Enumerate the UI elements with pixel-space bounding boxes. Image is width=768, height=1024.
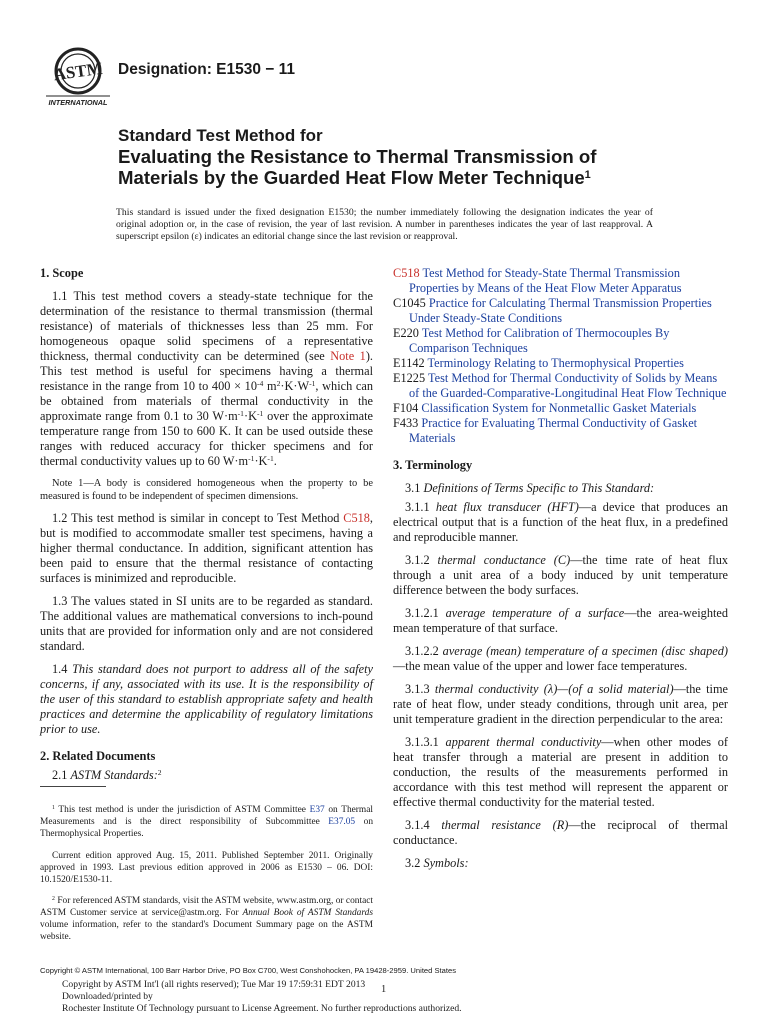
copyright-line: Copyright © ASTM International, 100 Barr Harbor Drive, PO Box C700, West Conshohocken, PA 19428-2959. United States [40, 966, 457, 975]
reference-title-link[interactable]: Test Method for Thermal Conductivity of Solids by Means of the Guarded-Comparative-Longitudinal Heat Flow Technique [409, 371, 727, 400]
exponent: -4 [256, 378, 264, 388]
page-number: 1 [381, 984, 387, 995]
text: ). This test method is useful for specimens having a thermal resistance in the range from 10 to 400 × 10 [40, 349, 373, 393]
footnote-2 [40, 895, 373, 943]
text: volume information, refer to the standard's Document Summary page on the ASTM website. [40, 920, 373, 943]
text: 3.2 [405, 856, 424, 870]
exponent: -1 [267, 453, 274, 463]
footnotes [40, 795, 373, 953]
term: average (mean) temperature of a specimen (disc shaped) [442, 644, 728, 658]
e37-link[interactable]: E37 [309, 805, 325, 816]
text: —a device that produces an electrical output that is a function of the heat flux, in a predefined and reproducible manner. [393, 500, 729, 544]
text: 3.1.2.1 [405, 606, 446, 620]
logo-wordmark: INTERNATIONAL [48, 98, 108, 107]
text: —the reciprocal of thermal conductance. [393, 818, 728, 847]
paragraph-3-1-1 [393, 500, 728, 545]
reference-code[interactable]: C1045 [393, 296, 426, 310]
reference-item [393, 416, 728, 446]
term: thermal resistance (R) [441, 818, 569, 832]
note-1-link[interactable]: Note 1 [330, 349, 366, 363]
reference-title-link[interactable]: Practice for Evaluating Thermal Conductivity of Gasket Materials [409, 416, 698, 445]
reference-code[interactable]: F433 [393, 416, 419, 430]
license-notice [62, 979, 462, 1016]
left-column [40, 266, 373, 783]
text: —when other modes of heat transfer through a material are present in addition to conduction, the results of the measurements performed in accordance with this test method will represent the apparent or effective thermal conductivity for the material tested. [393, 735, 728, 809]
text: ·K [254, 454, 268, 468]
text: 3.1.2.2 [405, 644, 443, 658]
license-line-2: Downloaded/printed by [62, 991, 153, 1003]
paragraph-1-3: 1.3 The values stated in SI units are to be regarded as standard. The additional values are mathematical conversions to inch-pound units that are provided for information only and are not considered standard. [40, 594, 373, 653]
reference-code[interactable]: E1225 [393, 371, 426, 385]
text: This test method is under the jurisdiction of ASTM Committee [54, 805, 310, 816]
paragraph-1-4 [40, 662, 373, 737]
text: ·K [243, 409, 257, 423]
paragraph-3-1-3-1 [393, 735, 728, 810]
text: 3.1.1 [405, 500, 436, 514]
reference-code[interactable]: F104 [393, 401, 419, 415]
text: ASTM Standards: [70, 768, 158, 782]
term: average temperature of a surface [445, 606, 625, 620]
text: on Thermal Measurements and is the direct responsibility of Subcommittee [40, 805, 373, 828]
related-documents-heading: 2. Related Documents [40, 749, 156, 763]
safety-caveat: This standard does not purport to address all of the safety concerns, if any, associated with its use. It is the responsibility of the user of this standard to establish appropriate safety and health practices and determine the applicability of regulatory limitations prior to use. [40, 662, 373, 736]
text: 1.2 This test method is similar in concept to Test Method [52, 511, 344, 525]
astm-standards-list [393, 266, 728, 446]
term: thermal conductance (C) [437, 553, 571, 567]
license-line-3: Rochester Institute Of Technology pursuant to License Agreement. No further reproductions authorized. [62, 1003, 462, 1015]
reference-item [393, 266, 728, 296]
license-line-1: Copyright by ASTM Int'l (all rights reserved); Tue Mar 19 17:59:31 EDT 2013 [62, 979, 366, 990]
term: heat flux transducer (HFT) [435, 500, 579, 514]
reference-item [393, 296, 728, 326]
title-footnote-mark[interactable]: 1 [584, 168, 591, 181]
paragraph-3-1 [393, 481, 728, 496]
paragraph-3-1-2-1 [393, 606, 728, 636]
exponent: -1 [248, 453, 255, 463]
document-title [118, 125, 678, 188]
paragraph-3-1-2-2 [393, 644, 728, 674]
text: Definitions of Terms Specific to This Standard: [423, 481, 655, 495]
reference-title-link[interactable]: Test Method for Steady-State Thermal Transmission Properties by Means of the Heat Flow Meter Apparatus [409, 266, 682, 295]
reference-code[interactable]: C518 [393, 266, 420, 280]
footnote-1 [40, 804, 373, 840]
scope-heading: 1. Scope [40, 266, 84, 280]
paragraph-1-2 [40, 511, 373, 586]
c518-link[interactable]: C518 [343, 511, 370, 525]
paragraph-3-2 [393, 856, 728, 871]
paragraph-3-1-3 [393, 682, 728, 727]
text: 3.1.2 [405, 553, 438, 567]
right-column [393, 266, 728, 871]
text: —the mean value of the upper and lower face temperatures. [393, 659, 688, 673]
issuance-notice: This standard is issued under the fixed designation E1530; the number immediately following the designation indicates the year of original adoption or, in the case of revision, the year of last revision. A number in parentheses indicates the year of last reapproval. A superscript epsilon (ε) indicates an editorial change since the last revision or reapproval. [116, 207, 653, 243]
title-line-2: Evaluating the Resistance to Thermal Transmission of [118, 146, 597, 167]
term: apparent thermal conductivity [445, 735, 602, 749]
terminology-heading: 3. Terminology [393, 458, 473, 472]
svg-text:ASTM: ASTM [52, 58, 104, 85]
text: 3.1 [405, 481, 424, 495]
exponent: -1 [237, 408, 244, 418]
reference-code[interactable]: E220 [393, 326, 419, 340]
reference-code[interactable]: E1142 [393, 356, 425, 370]
text: ·K·W [280, 379, 310, 393]
text: , but is modified to accommodate smaller test specimens, having a higher thermal conductance. In addition, significant attention has been paid to ensure that the thermal resistance of contacting surfaces is minimized and reproducible. [40, 511, 373, 585]
text: 3.1.3.1 [405, 735, 446, 749]
text: , which can be obtained from materials of thermal conductivity in the approximate range from 0.1 to 30 W·m [40, 379, 373, 423]
text: —the time rate of heat flux through a unit area of a body induced by unit temperature difference between the body surfaces. [393, 553, 728, 597]
reference-item [393, 401, 728, 416]
footnote-mark: 2 [52, 895, 55, 902]
reference-item [393, 356, 728, 371]
term: thermal conductivity (λ)—(of a solid material) [434, 682, 674, 696]
reference-title-link[interactable]: Practice for Calculating Thermal Transmission Properties Under Steady-State Conditions [409, 296, 712, 325]
paragraph-3-1-4 [393, 818, 728, 848]
text: —the time rate of heat flow, under steady conditions, through unit area, per unit temperature gradient in the direction perpendicular to the area: [393, 682, 728, 726]
text: Annual Book of ASTM Standards [242, 908, 373, 919]
reference-item [393, 326, 728, 356]
exponent: -1 [256, 408, 264, 418]
e37-05-link[interactable]: E37.05 [328, 817, 356, 828]
title-line-3-text: Materials by the Guarded Heat Flow Meter Technique [118, 167, 585, 188]
paragraph-2-1 [40, 768, 373, 783]
exponent: -1 [309, 378, 316, 388]
reference-title-link[interactable]: Terminology Relating to Thermophysical Properties [427, 356, 684, 370]
text: 3.1.3 [405, 682, 435, 696]
paragraph-1-1 [40, 289, 373, 469]
text: on Thermophysical Properties. [40, 817, 374, 840]
text: 1.4 [52, 662, 73, 676]
text: over the approximate temperature range from 150 to 600 K. It can be used outside these ranges with reduced accuracy for thicker specimens and for thermal conductivity values up to 60 W·m [40, 409, 373, 468]
footnote-mark: 1 [52, 805, 55, 812]
text: m [263, 379, 277, 393]
astm-logo [44, 46, 112, 108]
footnote-divider [40, 786, 106, 787]
reference-title-link[interactable]: Classification System for Nonmetallic Gasket Materials [421, 401, 697, 415]
text: 1.1 This test method covers a steady-state technique for the determination of the resistance to thermal transmission (thermal resistance) of materials of thicknesses less than 25 mm. For homogeneous opaque solid specimens of a representative thickness, thermal conductivity can be determined (see [40, 289, 373, 363]
text: Symbols: [423, 856, 469, 870]
title-line-1: Standard Test Method for [118, 126, 323, 145]
paragraph-3-1-2 [393, 553, 728, 598]
reference-title-link[interactable]: Test Method for Calibration of Thermocouples By Comparison Techniques [409, 326, 670, 355]
text: —the area-weighted mean temperature of that surface. [393, 606, 728, 635]
text: . [273, 454, 277, 468]
text: 2.1 [52, 768, 71, 782]
reference-item [393, 371, 728, 401]
text: For referenced ASTM standards, visit the ASTM website, www.astm.org, or contact ASTM Customer service at service@astm.org. For [40, 896, 373, 919]
exponent: 2 [276, 378, 281, 388]
title-line-3 [118, 167, 678, 188]
footnote-1-edition: Current edition approved Aug. 15, 2011. Published September 2011. Originally approved in 1993. Last previous edition approved in 2006 as E1530 – 06. DOI: 10.1520/E1530-11. [40, 850, 373, 885]
note-1: Note 1—A body is considered homogeneous when the property to be measured is found to be independent of specimen dimensions. [40, 478, 373, 502]
text: 3.1.4 [405, 818, 442, 832]
designation: Designation: E1530 − 11 [118, 61, 296, 78]
footnote-2-mark[interactable]: 2 [157, 767, 162, 777]
